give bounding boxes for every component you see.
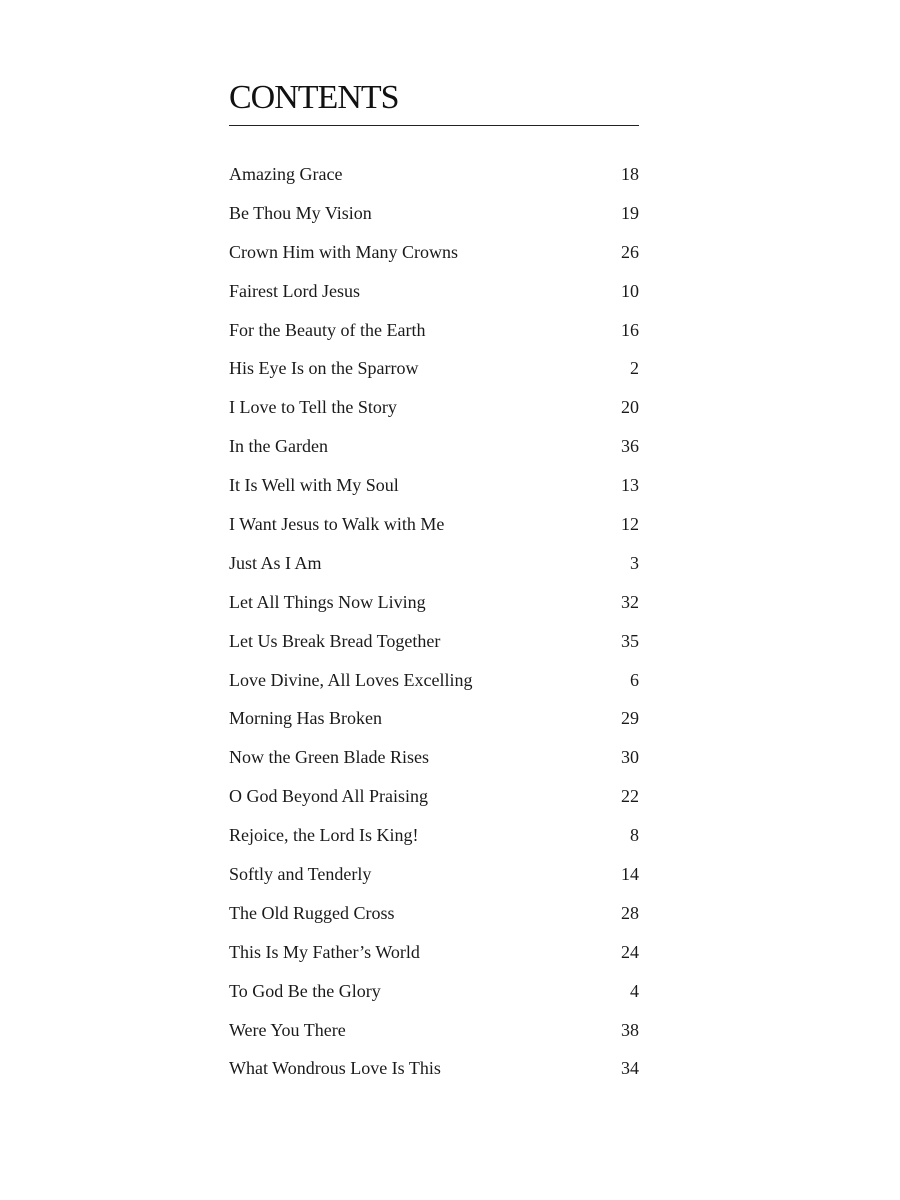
title-rule [229, 125, 639, 126]
contents-entry [229, 859, 639, 898]
contents-entry [229, 781, 639, 820]
entry-title: The Old Rugged Cross [229, 902, 395, 923]
entry-page-number: 32 [621, 591, 639, 612]
entry-title: Morning Has Broken [229, 708, 382, 729]
entry-page-number: 36 [621, 436, 639, 457]
entry-title: His Eye Is on the Sparrow [229, 358, 419, 379]
entry-page-number: 29 [621, 708, 639, 729]
contents-entry [229, 353, 639, 392]
entry-title: This Is My Father’s World [229, 941, 420, 962]
entry-title: It Is Well with My Soul [229, 475, 399, 496]
contents-entry [229, 198, 639, 237]
entry-title: Were You There [229, 1019, 346, 1040]
contents-entry [229, 548, 639, 587]
entry-page-number: 35 [621, 630, 639, 651]
contents-entry [229, 898, 639, 937]
entry-title: Be Thou My Vision [229, 202, 372, 223]
contents-entry [229, 703, 639, 742]
entry-title: I Want Jesus to Walk with Me [229, 514, 445, 535]
contents-entry [229, 392, 639, 431]
entry-title: In the Garden [229, 436, 328, 457]
contents-entry [229, 509, 639, 548]
contents-entry [229, 470, 639, 509]
entry-title: For the Beauty of the Earth [229, 319, 426, 340]
entry-page-number: 24 [621, 941, 639, 962]
entry-page-number: 16 [621, 319, 639, 340]
entry-title: Let All Things Now Living [229, 591, 426, 612]
entry-page-number: 3 [630, 552, 639, 573]
entry-page-number: 18 [621, 164, 639, 184]
entry-page-number: 8 [630, 825, 639, 846]
contents-entry [229, 665, 639, 704]
entry-title: Just As I Am [229, 552, 322, 573]
contents-entry [229, 237, 639, 276]
entry-title: Rejoice, the Lord Is King! [229, 825, 419, 846]
entry-page-number: 14 [621, 864, 639, 885]
entry-page-number: 19 [621, 202, 639, 223]
contents-entry [229, 976, 639, 1015]
entry-page-number: 38 [621, 1019, 639, 1040]
entry-page-number: 30 [621, 747, 639, 768]
entry-title: Fairest Lord Jesus [229, 280, 360, 301]
contents-entry [229, 820, 639, 859]
contents-entry [229, 1053, 639, 1092]
contents-page [229, 78, 639, 1079]
entry-page-number: 22 [621, 786, 639, 807]
entry-page-number: 10 [621, 280, 639, 301]
entry-page-number: 20 [621, 397, 639, 418]
entry-page-number: 26 [621, 241, 639, 262]
entry-title: Love Divine, All Loves Excelling [229, 669, 473, 690]
entry-title: Let Us Break Bread Together [229, 630, 441, 651]
entry-title: Now the Green Blade Rises [229, 747, 429, 768]
contents-entry [229, 742, 639, 781]
contents-entry [229, 159, 639, 198]
contents-entry [229, 587, 639, 626]
entry-title: I Love to Tell the Story [229, 397, 397, 418]
entry-page-number: 34 [621, 1058, 639, 1079]
entry-page-number: 2 [630, 358, 639, 379]
entry-title: O God Beyond All Praising [229, 786, 429, 807]
contents-entry [229, 937, 639, 976]
contents-entry [229, 315, 639, 354]
entry-title: Softly and Tenderly [229, 864, 372, 885]
contents-entry [229, 626, 639, 665]
entry-title: What Wondrous Love Is This [229, 1058, 441, 1079]
entry-page-number: 12 [621, 514, 639, 535]
entry-page-number: 6 [630, 669, 639, 690]
page-title: CONTENTS [229, 79, 399, 116]
entry-page-number: 13 [621, 475, 639, 496]
contents-entry [229, 431, 639, 470]
entry-title: Crown Him with Many Crowns [229, 241, 458, 262]
entry-title: To God Be the Glory [229, 980, 381, 1001]
entry-page-number: 28 [621, 902, 639, 923]
contents-entry [229, 1015, 639, 1054]
entry-page-number: 4 [630, 980, 639, 1001]
contents-list [229, 159, 639, 1092]
entry-title: Amazing Grace [229, 164, 343, 184]
contents-entry [229, 276, 639, 315]
